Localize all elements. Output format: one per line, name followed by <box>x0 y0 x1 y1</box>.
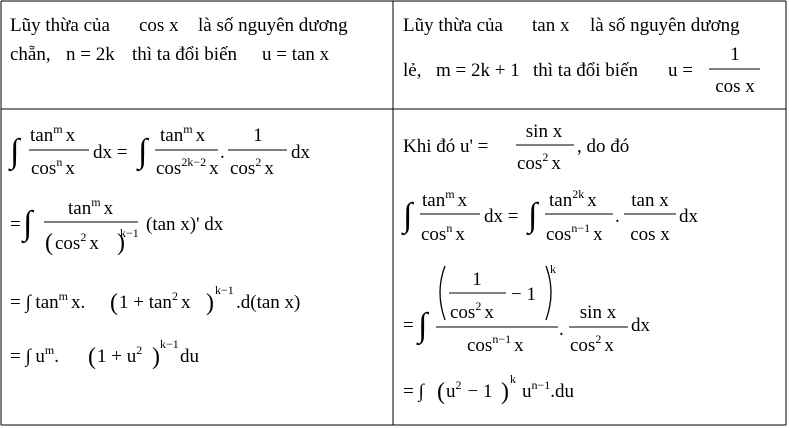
fraction-numerator: tan x <box>631 190 669 211</box>
right-paren: ) <box>152 344 160 370</box>
header-left-line1-a: Lũy thừa của <box>10 15 110 36</box>
expression-text: Khi đó u' = <box>403 136 489 157</box>
left-paren: ( <box>45 230 53 256</box>
expression-text: , do đó <box>577 136 630 157</box>
header-right-line1-a: Lũy thừa của <box>403 15 503 36</box>
header-left-line2-b: n = 2k <box>66 44 115 65</box>
left-paren: ( <box>110 290 118 316</box>
minus-one: − 1 <box>511 284 536 305</box>
body-right-cell <box>401 121 699 405</box>
header-left-line1-c: là số nguyên dương <box>198 15 348 36</box>
big-left-paren <box>440 266 445 320</box>
right-paren: ) <box>206 290 214 316</box>
fraction-denominator: $\cos^{2k-2} x$ <box>156 155 219 179</box>
body-left-row3 <box>10 283 300 316</box>
fraction-numerator: $\tan^{2k} x$ <box>549 187 597 211</box>
expression-text: $1 + u^2$ <box>97 343 143 367</box>
fraction-numerator: $\tan^m x$ <box>422 187 468 211</box>
dx-label: dx <box>679 206 698 227</box>
header-left-line2-d: u = tan x <box>262 44 330 65</box>
fraction-denominator: $\cos^2 x$ <box>517 150 561 174</box>
outer-exponent: k−1 <box>160 337 179 351</box>
integral-sign: ∫ <box>403 197 413 234</box>
fraction-denominator: $\cos^n x$ <box>421 221 465 245</box>
equals-sign: = <box>403 315 414 336</box>
header-right-line1-c: là số nguyên dương <box>590 15 740 36</box>
header-right-line2-c: thì ta đổi biến <box>533 60 639 81</box>
right-paren: ) <box>117 230 125 256</box>
expression-text: $u^2 - 1$ <box>446 378 493 402</box>
fraction-numerator: 1 <box>472 269 482 290</box>
left-paren: ( <box>437 379 445 405</box>
fraction-denominator: $\cos^{n-1} x$ <box>546 221 603 245</box>
body-right-row4 <box>403 372 575 405</box>
dot-operator: . <box>615 206 620 227</box>
expression-text: = ∫ $u^m$. <box>10 343 60 367</box>
dx-equals: dx = <box>484 206 519 227</box>
body-right-row2 <box>401 187 699 245</box>
integral-sign: ∫ <box>418 307 428 344</box>
fraction-numerator: sin x <box>525 121 563 142</box>
expression-text: $1 + \tan^2 x$ <box>119 289 191 313</box>
dx-label: dx <box>631 315 650 336</box>
body-left-cell <box>8 122 311 370</box>
body-left-row1 <box>8 122 311 179</box>
header-left-line2-c: thì ta đổi biến <box>132 44 238 65</box>
expression-text: .d(tan x) <box>236 292 301 313</box>
header-left-line1-b: cos x <box>139 15 179 36</box>
fraction-numerator: $\tan^m x$ <box>68 195 114 219</box>
dx-label: dx <box>291 142 310 163</box>
header-right-line2-b: m = 2k + 1 <box>436 60 520 81</box>
equals-sign: = <box>10 214 21 235</box>
outer-exponent: k−1 <box>215 283 234 297</box>
header-right-cell <box>403 15 760 97</box>
fraction-numerator: $\tan^m x$ <box>30 122 76 146</box>
dot-operator: . <box>220 142 225 163</box>
outer-exponent: k <box>510 372 516 386</box>
header-right-line2-d: u = <box>668 60 693 81</box>
integral-sign: ∫ <box>138 133 148 170</box>
integral-sign: ∫ <box>528 197 538 234</box>
derivative-tail: (tan x)' dx <box>146 214 224 235</box>
expression-text: du <box>180 346 199 367</box>
header-right-frac-num: 1 <box>730 44 740 65</box>
body-right-row3 <box>403 262 651 356</box>
dx-equals: dx = <box>93 142 128 163</box>
body-left-row4 <box>10 337 200 370</box>
fraction-denominator: $\cos^2 x$ <box>230 155 274 179</box>
header-left-line2-a: chẵn, <box>10 44 51 65</box>
fraction-numerator: 1 <box>253 125 263 146</box>
expression-text: = ∫ $\tan^m x$. <box>10 289 86 313</box>
outer-exponent: k <box>550 262 556 276</box>
expression-text: $u^{n-1}.du$ <box>522 378 575 402</box>
left-paren: ( <box>88 344 96 370</box>
header-right-line2-a: lẻ, <box>403 60 422 81</box>
fraction-denominator: $\cos^{n-1} x$ <box>467 332 524 356</box>
body-left-row2 <box>10 195 224 256</box>
expression-text: = ∫ <box>403 381 424 402</box>
fraction-numerator: sin x <box>579 302 617 323</box>
fraction-denominator: $\cos^2 x$ <box>450 299 494 323</box>
fraction-numerator: $\tan^m x$ <box>160 122 206 146</box>
dot-operator: . <box>559 319 564 340</box>
header-left-cell <box>10 15 348 65</box>
right-paren: ) <box>501 379 509 405</box>
header-right-line1-b: tan x <box>532 15 570 36</box>
body-right-row1 <box>403 121 629 174</box>
integral-sign: ∫ <box>10 133 20 170</box>
fraction-denominator: $\cos^2 x$ <box>55 230 99 254</box>
outer-exponent: k−1 <box>120 226 139 240</box>
fraction-denominator: cos x <box>630 224 670 245</box>
integral-sign: ∫ <box>23 205 33 242</box>
header-right-frac-den: cos x <box>715 76 755 97</box>
fraction-denominator: $\cos^2 x$ <box>570 332 614 356</box>
fraction-denominator: $\cos^n x$ <box>31 155 75 179</box>
